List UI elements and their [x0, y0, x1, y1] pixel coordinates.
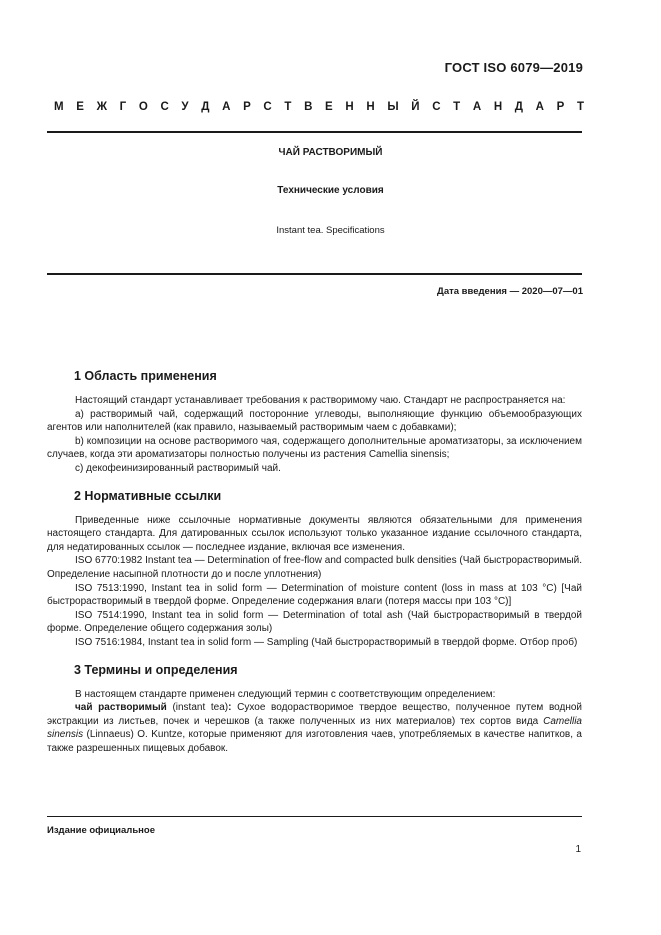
document-code: ГОСТ ISO 6079—2019 [444, 60, 583, 75]
official-edition-label: Издание официальное [47, 825, 155, 836]
species-name: Camellia sinensis [47, 715, 582, 741]
introduction-date: Дата введения — 2020—07—01 [437, 286, 583, 297]
reference-item: ISO 7513:1990, Instant tea in solid form — Determination of moisture content (loss in mass at 103 °C) [Чай быстрорастворимый в твердой форме. Определение содержания влаги (потеря массы при 103 °C)] [47, 582, 582, 608]
paragraph: Приведенные ниже ссылочные нормативные документы являются обязательными для применения настоящего стандарта. Для датированных ссылок используют только указанное издание ссылочного стандарта, для недатированных ссылок — последнее издание, включая все изменения. [47, 514, 582, 553]
section-normative-references [47, 489, 582, 650]
paragraph: b) композиции на основе растворимого чая, содержащего дополнительные ароматизаторы, за исключением случаев, когда эти ароматизаторы полностью получены из растения Camellia sinensis; [47, 435, 582, 461]
definition-text: Сухое водорастворимое твердое вещество, полученное путем водной экстракции из листьев, почек и черешков (а также полученных из них материалов) тех сортов вида [47, 702, 582, 727]
section-heading: 1 Область применения [74, 369, 217, 383]
section-heading: 3 Термины и определения [74, 662, 238, 677]
interstate-standard-label: М Е Ж Г О С У Д А Р С Т В Е Н Н Ы Й С Т А Н Д А Р Т [54, 101, 584, 113]
english-title: Instant tea. Specifications [276, 225, 385, 236]
section-scope [47, 369, 582, 476]
top-rule [47, 131, 582, 133]
reference-item: ISO 7514:1990, Instant tea in solid form — Determination of total ash (Чай быстрорастворимый в твердой форме. Определение общего содержания золы) [47, 609, 582, 635]
document-body [47, 369, 582, 768]
middle-rule [47, 273, 582, 275]
page-number: 1 [575, 844, 581, 855]
term-name: чай растворимый [75, 702, 167, 714]
reference-item: ISO 7516:1984, Instant tea in solid form — Sampling (Чай быстрорастворимый в твердой форме. Отбор проб) [75, 636, 578, 648]
section-heading: 2 Нормативные ссылки [74, 488, 222, 503]
reference-item: ISO 6770:1982 Instant tea — Determination of free-flow and compacted bulk densities (Чай быстрорастворимый. Определение насыпной плотности до и после уплотнения) [47, 555, 582, 580]
section-terms-definitions [47, 663, 582, 756]
term-english: (instant tea) [166, 702, 229, 714]
footer-rule [47, 816, 582, 817]
term-definition [47, 701, 582, 755]
term-colon: : [228, 702, 232, 714]
document-title: ЧАЙ РАСТВОРИМЫЙ [278, 147, 383, 158]
definition-text: (Linnaeus) O. Kuntze, которые применяют для изготовления чаев, употребляемых в качестве напитков, а также разрешенных пищевых добавок. [47, 729, 582, 754]
paragraph: Настоящий стандарт устанавливает требования к растворимому чаю. Стандарт не распространяется на: [75, 395, 566, 406]
paragraph: c) декофеинизированный растворимый чай. [75, 462, 281, 474]
paragraph: a) растворимый чай, содержащий посторонние углеводы, выполняющие функцию объемообразующих агентов или наполнителей (как правило, называемый растворимым чаем с добавками); [47, 408, 582, 434]
paragraph: В настоящем стандарте применен следующий термин с соответствующим определением: [75, 688, 496, 700]
document-subtitle: Технические условия [277, 185, 384, 196]
